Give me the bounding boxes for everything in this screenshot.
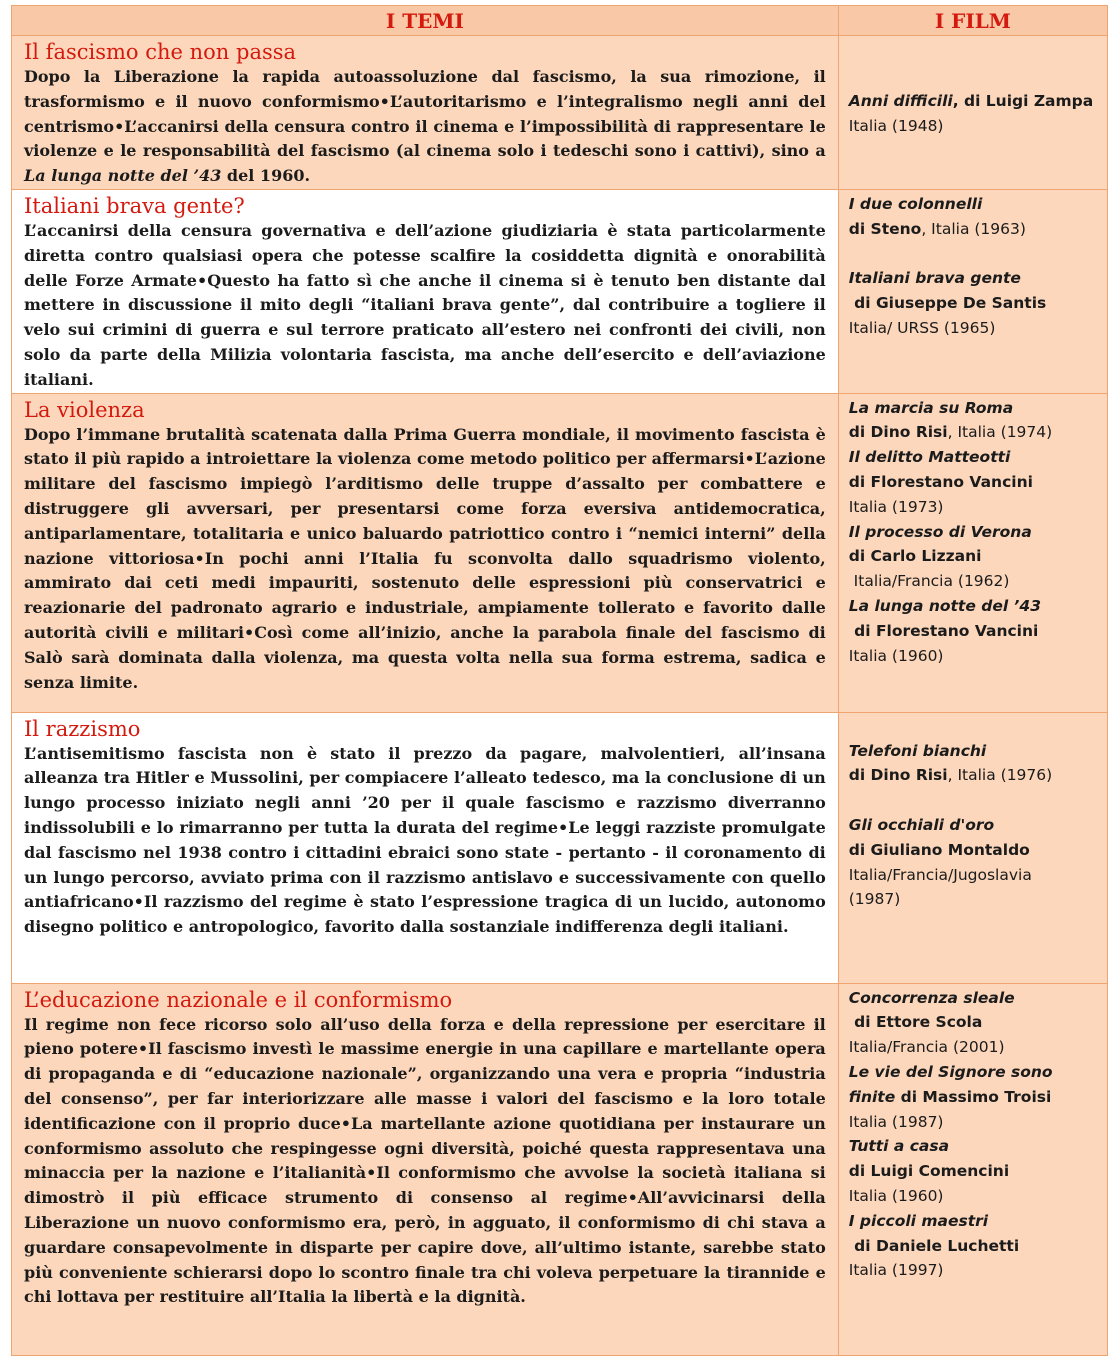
- film-line: [849, 266, 1107, 291]
- theme-title: Italiani brava gente?: [24, 193, 245, 218]
- film-line: [849, 569, 1107, 594]
- film-line: [849, 1184, 1107, 1209]
- film-info: Italia (1987): [848, 1112, 944, 1131]
- film-info: Italia (1973): [848, 497, 944, 516]
- film-line: [849, 1010, 1107, 1035]
- film-line: [849, 192, 1107, 217]
- film-title: Il processo di Verona: [848, 522, 1032, 541]
- film-line: [849, 445, 1107, 470]
- film-info: Italia (1960): [848, 1186, 944, 1205]
- film-director: di Steno: [848, 219, 922, 238]
- film-line: [849, 813, 1107, 838]
- theme-text: Il regime non fece ricorso solo all’uso della forza e della repressione per esercitare il pieno potere•Il fascismo investì le massime energie in una capillare e martellante opera di propaganda e di “educazione nazionale”, organizzando una vera e propria “industria del consenso”, per far interiorizzare alle masse i valori del fascismo e la loro totale identificazione con il proprio duce•La martellante azione quotidiana per instaurare un conformismo assoluto che respingesse ogni diversità, poiché questa rappresentava una minaccia per la nazione e l’italianità•Il conformismo che avvolse la società italiana si dimostrò il più efficace strumento di consenso al regime•All’avvicinarsi della Liberazione un nuovo conformismo era, però, in agguato, il conformismo di chi stava a guardare consapevolmente in disparte per capire dove, all’ultimo istante, sarebbe stato più conveniente schierarsi dopo lo scontro finale tra chi voleva perpetuare la tirannide e chi lottava per restituire all’Italia la libertà e la dignità.: [24, 1014, 826, 1307]
- film-director: di Giuliano Montaldo: [848, 840, 1030, 859]
- theme-title: Il fascismo che non passa: [24, 40, 297, 64]
- film-director: di Daniele Luchetti: [848, 1236, 1020, 1255]
- theme-cell: [12, 393, 839, 712]
- film-line: [849, 788, 1107, 813]
- theme-text-part: del 1960.: [221, 166, 311, 186]
- film-title: La marcia su Roma: [848, 398, 1014, 417]
- film-line: [849, 1258, 1107, 1283]
- film-line: [849, 1110, 1107, 1135]
- film-title: Telefoni bianchi: [848, 741, 987, 760]
- themes-films-table: [11, 5, 1108, 1356]
- film-info: , Italia (1974): [947, 423, 1053, 442]
- film-cell: [838, 983, 1107, 1355]
- film-line: [849, 644, 1107, 669]
- film-title: I due colonnelli: [848, 194, 983, 213]
- film-line: [849, 1085, 1107, 1110]
- header-film: I FILM: [838, 6, 1107, 36]
- film-director: di Florestano Vancini: [848, 472, 1033, 491]
- film-director: , di Luigi Zampa: [952, 92, 1094, 110]
- film-info: Italia/ URSS (1965): [848, 318, 996, 337]
- film-director: di Dino Risi: [848, 766, 948, 785]
- film-title: Italiani brava gente: [848, 269, 1021, 288]
- film-title: Le vie del Signore sono: [848, 1062, 1053, 1081]
- film-line: [849, 739, 1107, 764]
- film-line: [849, 217, 1107, 242]
- film-title: Gli occhiali d'oro: [848, 815, 995, 834]
- film-line: [849, 863, 1107, 888]
- theme-cell: [12, 983, 839, 1355]
- film-director: di Dino Risi: [848, 423, 948, 442]
- film-title: I piccoli maestri: [848, 1211, 989, 1230]
- film-line: [849, 420, 1107, 445]
- film-title: Il delitto Matteotti: [848, 448, 1011, 467]
- film-info: Italia/Francia/Jugoslavia: [848, 865, 1032, 884]
- film-cell: [838, 712, 1107, 983]
- film-cell: [838, 393, 1107, 712]
- theme-title: L’educazione nazionale e il conformismo: [24, 987, 453, 1012]
- theme-row: [12, 983, 1108, 1355]
- theme-text: [24, 65, 826, 189]
- theme-title: La violenza: [24, 397, 145, 422]
- theme-row: [12, 189, 1108, 393]
- header-row: [12, 6, 1108, 36]
- film-line: [849, 594, 1107, 619]
- film-info: Italia (1997): [848, 1261, 944, 1280]
- film-list: [849, 396, 1107, 669]
- theme-text-film-ref: La lunga notte del ’43: [24, 166, 222, 186]
- film-director: di Massimo Troisi: [895, 1087, 1052, 1106]
- film-line: [849, 1134, 1107, 1159]
- film-line: [849, 1209, 1107, 1234]
- film-line: [849, 291, 1107, 316]
- film-list: [849, 192, 1107, 341]
- theme-cell: [12, 712, 839, 983]
- film-cell: [838, 189, 1107, 393]
- film-info: (1987): [848, 890, 901, 909]
- film-title: finite: [848, 1087, 896, 1106]
- film-line: [849, 396, 1107, 421]
- theme-row: [12, 36, 1108, 190]
- header-temi: I TEMI: [12, 6, 839, 36]
- film-list: [849, 986, 1107, 1284]
- film-line: [849, 986, 1107, 1011]
- film-title: Concorrenza sleale: [848, 988, 1015, 1007]
- film-director: di Carlo Lizzani: [848, 547, 982, 566]
- film-line: [849, 470, 1107, 495]
- film-info: Italia/Francia (1962): [848, 572, 1010, 591]
- theme-text: L’accanirsi della censura governativa e dell’azione giudiziaria è stata particolarmente diretta contro qualsiasi opera che potesse scalfire la cosiddetta dignità e onorabilità delle Forze Armate•Questo ha fatto sì che anche il cinema si è tenuto ben distante dal mettere in discussione il mito degli “italiani brava gente”, dal contribuire a togliere il velo sui crimini di guerra e sul terrore praticato all’estero nei confronti dei civili, non solo da parte della Milizia volontaria fascista, ma anche dell’esercito e dell’aviazione italiani.: [24, 220, 826, 389]
- film-line: [849, 520, 1107, 545]
- film-info: , Italia (1976): [947, 766, 1053, 785]
- film-line: [849, 114, 1107, 139]
- film-line: [849, 887, 1107, 912]
- film-director: di Luigi Comencini: [848, 1162, 1010, 1181]
- film-line: [849, 1060, 1107, 1085]
- film-line: [849, 316, 1107, 341]
- film-title: La lunga notte del ’43: [848, 596, 1042, 615]
- theme-text: Dopo l’immane brutalità scatenata dalla Prima Guerra mondiale, il movimento fascista è stato il più rapido a introiettare la violenza come metodo politico per affermarsi•L’azione militare del fascismo impiegò l’arditismo delle truppe d’assalto per combattere e distruggere gli avversari, per presentarsi come forza eversiva antidemocratica, antiparlamentare, totalitaria e unico baluardo patriottico contro i “nemici interni” della nazione vittoriosa•In pochi anni l’Italia fu sconvolta dallo squadrismo violento, ammirato dai ceti medi impauriti, sostenuto delle espressioni più conservatrici e reazionarie del padronato agrario e industriale, ampiamente tollerato e favorito dalle autorità civili e militari•Così come all’inizio, anche la parabola finale del fascismo di Salò sarà dominata dalla violenza, ma questa volta nella sua forma estrema, sadica e senza limite.: [24, 424, 826, 692]
- film-line: [849, 89, 1107, 114]
- film-line: [849, 838, 1107, 863]
- film-director: di Ettore Scola: [848, 1013, 983, 1032]
- theme-title: Il razzismo: [24, 716, 141, 741]
- film-line: [849, 1035, 1107, 1060]
- film-list: [849, 89, 1107, 139]
- theme-text: L’antisemitismo fascista non è stato il prezzo da pagare, malvolentieri, all’insana alleanza tra Hitler e Mussolini, per compiacere l’alleato tedesco, ma la conclusione di un lungo processo iniziato negli anni ’20 per il quale fascismo e razzismo diverranno indissolubili e lo rimarranno per tutta la durata del regime•Le leggi razziste promulgate dal fascismo nel 1938 contro i cittadini ebraici sono state - pertanto - il coronamento di un lungo percorso, avviato prima con il razzismo antislavo e successivamente con quello antiafricano•Il razzismo del regime è stato l’espressione tragica di un lucido, autonomo disegno politico e antropologico, favorito dalla sostanziale indifferenza degli italiani.: [24, 743, 826, 937]
- film-line: [849, 242, 1107, 267]
- film-info: Italia/Francia (2001): [848, 1038, 1005, 1057]
- theme-text-part: Dopo la Liberazione la rapida autoassoluzione dal fascismo, la sua rimozione, il trasformismo e il nuovo conformismo•L’autoritarismo e l’integralismo negli anni del centrismo•L’accanirsi della censura contro il cinema e l’impossibilità di rappresentare le violenze e le responsabilità del fascismo (al cinema solo i tedeschi sono i cattivi), sino a: [24, 67, 826, 161]
- film-director: di Florestano Vancini: [848, 621, 1039, 640]
- theme-cell: [12, 189, 839, 393]
- film-line: [849, 1159, 1107, 1184]
- film-line: [849, 544, 1107, 569]
- theme-cell: [12, 36, 839, 190]
- film-line: [849, 763, 1107, 788]
- film-info: , Italia (1963): [921, 219, 1026, 238]
- theme-row: [12, 393, 1108, 712]
- film-title: Tutti a casa: [848, 1137, 950, 1156]
- theme-row: [12, 712, 1108, 983]
- film-title: Anni difficili: [848, 92, 953, 110]
- film-info: Italia (1948): [848, 116, 944, 135]
- film-line: [849, 495, 1107, 520]
- film-line: [849, 619, 1107, 644]
- film-director: di Giuseppe De Santis: [848, 294, 1047, 313]
- film-info: Italia (1960): [848, 646, 944, 665]
- film-cell: [838, 36, 1107, 190]
- film-line: [849, 1234, 1107, 1259]
- film-list: [849, 739, 1107, 913]
